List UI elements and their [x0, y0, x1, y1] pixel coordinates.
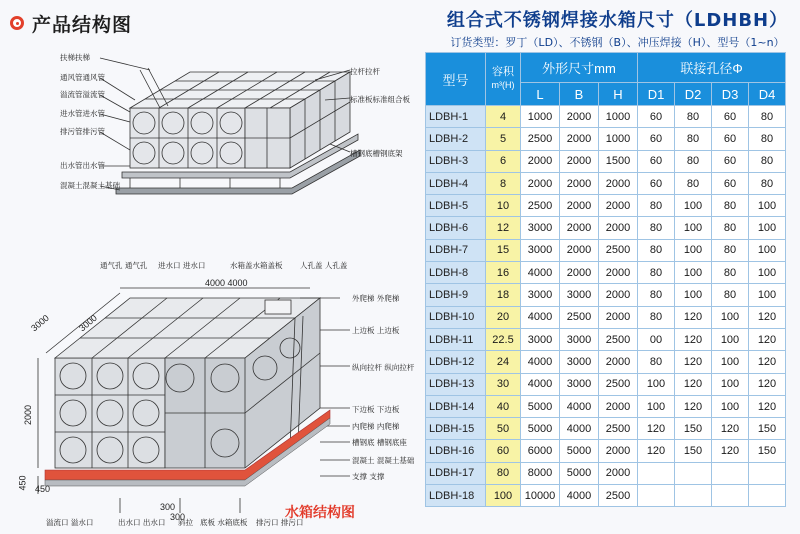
- cell-B: 5000: [560, 440, 599, 462]
- cell-model: LDBH-8: [426, 262, 486, 284]
- header-D2: D2: [675, 83, 712, 106]
- label-inner-ladder: 内爬梯 内爬梯: [352, 422, 400, 431]
- cell-D2: 120: [675, 328, 712, 350]
- drawing-caption: 水箱结构图: [285, 505, 355, 521]
- cell-D4: 80: [749, 150, 786, 172]
- cell-D3: 100: [712, 351, 749, 373]
- table-row: [426, 239, 786, 261]
- cell-D4: 80: [749, 128, 786, 150]
- cell-D3: 80: [712, 217, 749, 239]
- cell-D1: 100: [638, 373, 675, 395]
- cell-D3: 100: [712, 328, 749, 350]
- cell-D4: 100: [749, 284, 786, 306]
- cell-model: LDBH-12: [426, 351, 486, 373]
- cell-D3: 120: [712, 418, 749, 440]
- header-hole-diameter: 联接孔径Φ: [638, 53, 786, 83]
- cell-D4: 100: [749, 262, 786, 284]
- cell-model: LDBH-15: [426, 418, 486, 440]
- dim-spacing: 300: [160, 502, 176, 512]
- cell-B: 4000: [560, 485, 599, 507]
- table-row: [426, 195, 786, 217]
- cell-D2: 120: [675, 373, 712, 395]
- cell-B: 3000: [560, 373, 599, 395]
- cell-D2: 150: [675, 418, 712, 440]
- cell-B: 2000: [560, 128, 599, 150]
- cell-capacity: 100: [486, 485, 521, 507]
- cell-model: LDBH-14: [426, 395, 486, 417]
- header-capacity-unit: m³(H): [491, 80, 515, 90]
- cell-capacity: 16: [486, 262, 521, 284]
- label-overflow-pipe: 溢流管溢流管: [60, 90, 105, 99]
- table-row: [426, 462, 786, 484]
- header-H: H: [599, 83, 638, 106]
- cell-B: 3000: [560, 351, 599, 373]
- cell-L: 2500: [521, 128, 560, 150]
- label-steel-base: 槽钢底槽钢底架: [350, 149, 403, 158]
- order-types-note: 订货类型：罗丁（LD）、不锈钢（B）、冲压焊接（H）、型号（1~n）: [450, 36, 785, 49]
- cell-B: 4000: [560, 418, 599, 440]
- cell-D2: 80: [675, 128, 712, 150]
- label-concrete-base: 混凝土混凝土基础: [60, 181, 120, 190]
- cell-D1: 00: [638, 328, 675, 350]
- cell-capacity: 22.5: [486, 328, 521, 350]
- cell-D3: 100: [712, 373, 749, 395]
- cell-H: 2500: [599, 328, 638, 350]
- header-model: 型号: [426, 53, 486, 106]
- label-overflow-port: 溢流口 溢水口: [46, 518, 94, 527]
- cell-B: 2000: [560, 106, 599, 128]
- cell-H: 2000: [599, 395, 638, 417]
- table-row: [426, 418, 786, 440]
- cell-model: LDBH-10: [426, 306, 486, 328]
- cell-D1: 60: [638, 172, 675, 194]
- label-tie-rod: 拉杆拉杆: [350, 67, 380, 76]
- cell-D2: 100: [675, 195, 712, 217]
- label-concrete-foundation: 混凝土 混凝土基础: [352, 456, 415, 465]
- cell-D4: 120: [749, 373, 786, 395]
- cell-D4: 120: [749, 306, 786, 328]
- cell-D4: 120: [749, 328, 786, 350]
- cell-D3: 60: [712, 150, 749, 172]
- cell-D4: 120: [749, 351, 786, 373]
- dim-width-2: 3000: [77, 312, 99, 334]
- header-D4: D4: [749, 83, 786, 106]
- cell-D3: [712, 485, 749, 507]
- bullet-icon: [10, 16, 24, 30]
- cell-L: 4000: [521, 262, 560, 284]
- cell-model: LDBH-13: [426, 373, 486, 395]
- label-inlet-port: 进水口 进水口: [158, 261, 206, 270]
- table-title: 组合式不锈钢焊接水箱尺寸（LDHBH）: [446, 10, 789, 31]
- label-tank-cover: 水箱盖水箱盖板: [230, 261, 283, 270]
- cell-B: 2000: [560, 239, 599, 261]
- cell-D2: 80: [675, 172, 712, 194]
- label-inlet-pipe: 进水管进水管: [60, 109, 105, 118]
- cell-model: LDBH-9: [426, 284, 486, 306]
- cell-model: LDBH-16: [426, 440, 486, 462]
- cell-model: LDBH-4: [426, 172, 486, 194]
- cell-D2: 150: [675, 440, 712, 462]
- cell-D4: 150: [749, 418, 786, 440]
- label-tank-bottom: 底板 水箱底板: [200, 518, 248, 527]
- cell-capacity: 15: [486, 239, 521, 261]
- cell-D4: [749, 485, 786, 507]
- label-manhole-cover: 人孔盖 人孔盖: [300, 261, 348, 270]
- label-diagonal-brace: 斜拉: [178, 518, 193, 527]
- cell-H: 2000: [599, 284, 638, 306]
- header-D3: D3: [712, 83, 749, 106]
- cell-B: 2000: [560, 172, 599, 194]
- cell-D2: 100: [675, 262, 712, 284]
- spec-table-body: [426, 106, 786, 507]
- table-row: [426, 262, 786, 284]
- dim-base-height: 450: [17, 475, 28, 491]
- cell-model: LDBH-5: [426, 195, 486, 217]
- cell-model: LDBH-3: [426, 150, 486, 172]
- table-row: [426, 150, 786, 172]
- cell-L: 6000: [521, 440, 560, 462]
- cell-D1: 80: [638, 217, 675, 239]
- cell-capacity: 4: [486, 106, 521, 128]
- cell-D1: 60: [638, 150, 675, 172]
- table-row: [426, 128, 786, 150]
- cell-D2: 120: [675, 351, 712, 373]
- dim-base-height-2: 450: [35, 484, 51, 494]
- table-row: [426, 172, 786, 194]
- cell-H: 2500: [599, 373, 638, 395]
- cell-D4: 100: [749, 239, 786, 261]
- label-outlet-port: 出水口 出水口: [118, 518, 166, 527]
- label-support: 支撑 支撑: [352, 472, 385, 481]
- cell-H: 2500: [599, 239, 638, 261]
- table-row: [426, 306, 786, 328]
- cell-D2: [675, 485, 712, 507]
- cell-model: LDBH-18: [426, 485, 486, 507]
- cell-H: 2000: [599, 351, 638, 373]
- cell-L: 3000: [521, 239, 560, 261]
- cell-D4: 120: [749, 395, 786, 417]
- cell-B: 5000: [560, 462, 599, 484]
- header-D1: D1: [638, 83, 675, 106]
- section-header: [10, 8, 132, 38]
- cell-H: 2000: [599, 217, 638, 239]
- cell-D1: 80: [638, 195, 675, 217]
- cell-D4: 80: [749, 106, 786, 128]
- cell-H: 2000: [599, 440, 638, 462]
- cell-D4: 100: [749, 195, 786, 217]
- table-row: [426, 328, 786, 350]
- cell-L: 1000: [521, 106, 560, 128]
- cell-D3: 80: [712, 239, 749, 261]
- header-outer-size: 外形尺寸mm: [521, 53, 638, 83]
- cell-L: 2500: [521, 195, 560, 217]
- label-ladder: 扶梯扶梯: [60, 53, 90, 62]
- header-capacity: [486, 53, 521, 106]
- table-row: [426, 351, 786, 373]
- cell-L: 10000: [521, 485, 560, 507]
- cell-B: 3000: [560, 328, 599, 350]
- label-drain-port: 排污口 排污口: [256, 518, 304, 527]
- cell-D2: 100: [675, 239, 712, 261]
- cell-model: LDBH-1: [426, 106, 486, 128]
- cell-B: 4000: [560, 395, 599, 417]
- cell-D4: 150: [749, 440, 786, 462]
- cell-L: 4000: [521, 373, 560, 395]
- cell-capacity: 40: [486, 395, 521, 417]
- cell-D3: 60: [712, 172, 749, 194]
- cell-capacity: 30: [486, 373, 521, 395]
- cell-L: 5000: [521, 418, 560, 440]
- cell-D1: 80: [638, 351, 675, 373]
- cell-H: 2000: [599, 262, 638, 284]
- cell-D1: 120: [638, 418, 675, 440]
- cell-capacity: 20: [486, 306, 521, 328]
- cell-model: LDBH-6: [426, 217, 486, 239]
- cell-model: LDBH-2: [426, 128, 486, 150]
- cell-D3: 100: [712, 306, 749, 328]
- dim-length: 4000 4000: [205, 278, 248, 288]
- table-row: [426, 485, 786, 507]
- cell-L: 5000: [521, 395, 560, 417]
- cell-L: 3000: [521, 284, 560, 306]
- table-row: [426, 284, 786, 306]
- label-longitudinal-rod: 纵向拉杆 纵向拉杆: [352, 363, 415, 372]
- table-row: [426, 440, 786, 462]
- cell-model: LDBH-7: [426, 239, 486, 261]
- cell-D1: [638, 485, 675, 507]
- cell-D3: 100: [712, 395, 749, 417]
- cell-D2: 100: [675, 217, 712, 239]
- cell-D1: 80: [638, 239, 675, 261]
- label-channel-base: 槽钢底 槽钢底座: [352, 438, 407, 447]
- cell-H: 2000: [599, 172, 638, 194]
- cell-D1: 80: [638, 284, 675, 306]
- header-capacity-label: 容积: [492, 66, 514, 78]
- tank-overview-drawing: [30, 40, 415, 200]
- cell-B: 2500: [560, 306, 599, 328]
- label-standard-panel: 标准板标准组合板: [350, 95, 410, 104]
- cell-L: 3000: [521, 328, 560, 350]
- label-vent-pipe: 通风管通风管: [60, 73, 105, 82]
- cell-B: 2000: [560, 217, 599, 239]
- cell-capacity: 60: [486, 440, 521, 462]
- cell-H: 1000: [599, 128, 638, 150]
- cell-B: 2000: [560, 195, 599, 217]
- cell-D3: 80: [712, 195, 749, 217]
- cell-capacity: 10: [486, 195, 521, 217]
- dim-width: 3000: [29, 312, 51, 334]
- cell-L: 4000: [521, 306, 560, 328]
- cell-D4: 80: [749, 172, 786, 194]
- label-outer-ladder: 外爬梯 外爬梯: [352, 294, 400, 303]
- cell-L: 4000: [521, 351, 560, 373]
- cell-H: 2000: [599, 195, 638, 217]
- cell-D2: 80: [675, 106, 712, 128]
- spec-table: [425, 52, 786, 507]
- cell-D2: 80: [675, 150, 712, 172]
- cell-B: 3000: [560, 284, 599, 306]
- label-top-side-panel: 上边板 上边板: [352, 326, 400, 335]
- cell-capacity: 24: [486, 351, 521, 373]
- cell-D2: 120: [675, 306, 712, 328]
- cell-D2: [675, 462, 712, 484]
- cell-D3: 80: [712, 262, 749, 284]
- cell-capacity: 80: [486, 462, 521, 484]
- cell-model: LDBH-17: [426, 462, 486, 484]
- cell-D2: 120: [675, 395, 712, 417]
- cell-D2: 100: [675, 284, 712, 306]
- cell-D3: [712, 462, 749, 484]
- header-B: B: [560, 83, 599, 106]
- cell-L: 2000: [521, 150, 560, 172]
- label-vent-hole: 通气孔 通气孔: [100, 261, 148, 270]
- cell-D1: 80: [638, 306, 675, 328]
- cell-D3: 80: [712, 284, 749, 306]
- cell-H: 1500: [599, 150, 638, 172]
- label-outlet-pipe: 出水管出水管: [60, 161, 105, 170]
- cell-capacity: 12: [486, 217, 521, 239]
- table-row: [426, 373, 786, 395]
- cell-capacity: 5: [486, 128, 521, 150]
- cell-capacity: 6: [486, 150, 521, 172]
- table-row: [426, 395, 786, 417]
- cell-D1: 60: [638, 106, 675, 128]
- cell-D4: [749, 462, 786, 484]
- cell-H: 2500: [599, 418, 638, 440]
- cell-H: 2000: [599, 306, 638, 328]
- header-L: L: [521, 83, 560, 106]
- dim-height: 2000: [23, 404, 34, 426]
- label-bottom-side-panel: 下边板 下边板: [352, 405, 400, 414]
- cell-capacity: 18: [486, 284, 521, 306]
- cell-model: LDBH-11: [426, 328, 486, 350]
- cell-L: 3000: [521, 217, 560, 239]
- table-row: [426, 217, 786, 239]
- cell-B: 2000: [560, 262, 599, 284]
- dim-spacing-2: 300: [170, 512, 186, 522]
- cell-D1: 120: [638, 440, 675, 462]
- section-title: 产品结构图: [32, 13, 133, 36]
- cell-D1: 60: [638, 128, 675, 150]
- cell-L: 2000: [521, 172, 560, 194]
- table-row: [426, 106, 786, 128]
- cell-D3: 60: [712, 128, 749, 150]
- cell-capacity: 50: [486, 418, 521, 440]
- cell-capacity: 8: [486, 172, 521, 194]
- label-drain-pipe: 排污管排污管: [60, 127, 105, 136]
- cell-D4: 100: [749, 217, 786, 239]
- cell-D3: 60: [712, 106, 749, 128]
- cell-D1: 80: [638, 262, 675, 284]
- cell-B: 2000: [560, 150, 599, 172]
- cell-D3: 120: [712, 440, 749, 462]
- cell-H: 2500: [599, 485, 638, 507]
- cell-H: 1000: [599, 106, 638, 128]
- cell-D1: [638, 462, 675, 484]
- cell-D1: 100: [638, 395, 675, 417]
- cell-H: 2000: [599, 462, 638, 484]
- cell-L: 8000: [521, 462, 560, 484]
